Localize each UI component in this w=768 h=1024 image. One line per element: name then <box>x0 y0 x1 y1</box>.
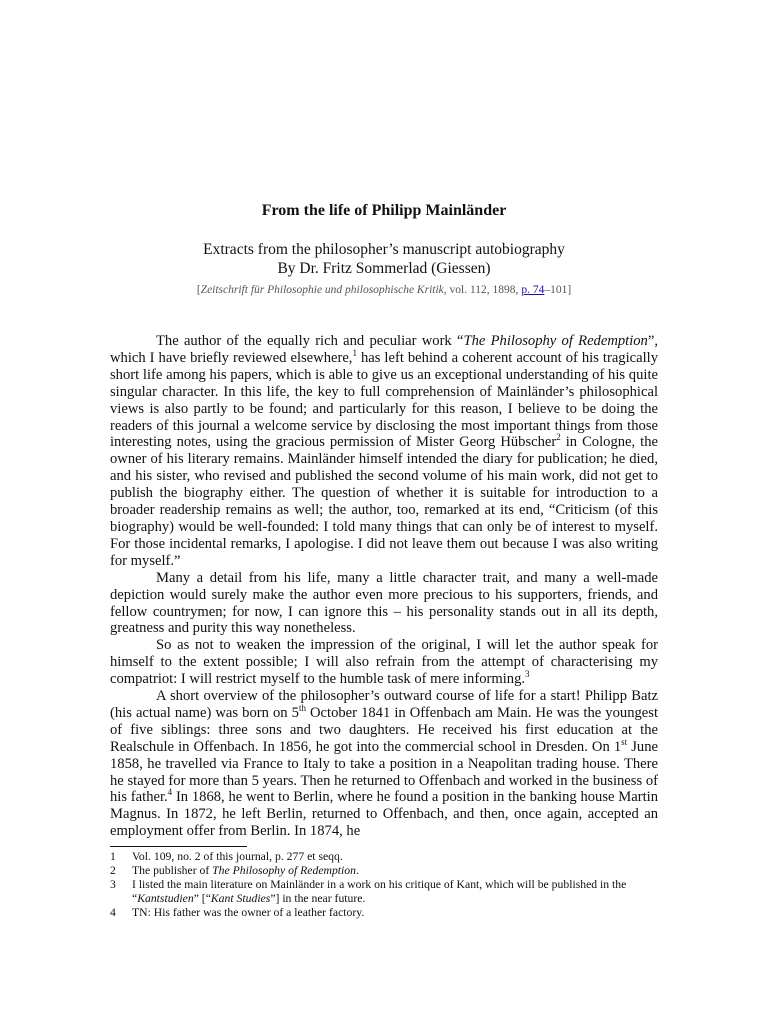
footnote-number: 2 <box>110 864 116 877</box>
footnote-number: 3 <box>110 878 116 891</box>
text-run: The publisher of <box>132 864 213 877</box>
text-run: The author of the equally rich and peculiar work “ <box>156 333 464 349</box>
text-run: has left behind a coherent account of his tragically short life among his papers, which is able to give us an exceptional understanding of his quite singular character. In this life, the key to full comprehension of Mainländer’s philosophical views is also partly to be found; and particularly for this reason, I believe to be doing the readers of this journal a welcome service by disclosing the most important things from those interesting notes, using the gracious permission of Mister Georg Hübscher <box>110 349 659 451</box>
footnote <box>110 878 658 906</box>
text-run: A short overview of the philosopher’s outward course of life for a start! Philipp Batz (his actual name) was born on 5 <box>110 688 658 721</box>
footnote <box>110 906 658 920</box>
work-title: Kant Studies <box>210 892 271 905</box>
footnote-ref[interactable]: 1 <box>352 348 357 359</box>
footnote-text <box>132 878 658 906</box>
text-run: in Cologne, the owner of his literary remains. Mainländer himself intended the diary for publication; he died, and his sister, who revised and published the second volume of his main work, did not get to publish the biography either. The question of whether it is suitable for introduction to a broader readership remains as well; the author, too, remarked at its end, “Criticism (of this biography) would be well-founded: I told many things that can only be of interest to myself. For those incidental remarks, I apologise. I did not leave them out because I was also writing for myself.” <box>110 434 658 569</box>
subtitle-line: Extracts from the philosopher’s manuscript autobiography <box>203 241 565 258</box>
work-title: The Philosophy of Redemption <box>463 333 648 349</box>
footnote-ref[interactable]: 4 <box>167 787 173 798</box>
footnote-text: Vol. 109, no. 2 of this journal, p. 277 et seqq. <box>132 850 343 863</box>
footnote-ref[interactable]: 2 <box>556 432 561 443</box>
footnote-divider <box>110 846 247 847</box>
paragraph <box>110 688 658 840</box>
footnote-text: TN: His father was the owner of a leather factory. <box>132 906 365 919</box>
ordinal-suffix: st <box>621 736 628 747</box>
footnotes <box>110 850 658 920</box>
footnote-text <box>132 864 658 878</box>
ordinal-suffix: th <box>298 703 306 714</box>
citation-volume: , vol. 112, 1898, <box>443 284 522 296</box>
subtitle <box>110 240 658 278</box>
paragraph <box>110 333 658 570</box>
citation-open: [ <box>196 284 201 296</box>
text-run: . <box>355 864 359 877</box>
work-title: The Philosophy of Redemption <box>212 864 356 877</box>
text-run: ”, which I have briefly reviewed elsewhere, <box>110 333 658 366</box>
text-run: So as not to weaken the impression of the original, I will let the author speak for himself to the extent possible; I will also refrain from the attempt of characterising my compatriot: I will restrict myself to the humble task of mere informing. <box>110 637 658 688</box>
footnote-ref[interactable]: 3 <box>525 669 530 680</box>
work-title: Kantstudien <box>137 892 194 905</box>
citation-journal: Zeitschrift für Philosophie und philosophische Kritik <box>200 284 444 296</box>
text-run: In 1868, he went to Berlin, where he found a position in the banking house Martin Magnus. In 1872, he left Berlin, returned to Offenbach, and then, once again, accepted an employment offer from Berlin. In 1874, he <box>110 789 658 840</box>
text-run: I listed the main literature on Mainländer in a work on his critique of Kant, which will be published in the “ <box>132 878 627 905</box>
page-link[interactable]: p. 74 <box>521 284 545 296</box>
citation <box>110 284 658 296</box>
text-run: ”] in the near future. <box>270 892 366 905</box>
page-title: From the life of Philipp Mainländer <box>261 202 507 219</box>
footnote <box>110 864 658 878</box>
citation-close: –101] <box>544 284 572 296</box>
paragraph: Many a detail from his life, many a little character trait, and many a well-made depiction would surely make the author even more precious to his supporters, friends, and fellow countrymen; for now, I can ignore this – his personality stands out in all its depth, greatness and purity this way nonetheless. <box>110 569 658 637</box>
footnote-number: 1 <box>110 850 116 863</box>
text-run: ” [“ <box>193 892 211 905</box>
article-body <box>110 333 658 840</box>
footnote-number: 4 <box>110 906 116 919</box>
text-run: October 1841 in Offenbach am Main. He was the youngest of five siblings: three sons and two daughters. He received his first education at the Realschule in Offenbach. In 1856, he got into the commercial school in Dresden. On 1 <box>110 704 658 755</box>
author-line: By Dr. Fritz Sommerlad (Giessen) <box>277 260 491 277</box>
footnote <box>110 850 658 864</box>
paragraph <box>110 637 658 688</box>
text-run: June 1858, he travelled via France to Italy to take a position in a Neapolitan trading house. There he stayed for more than 5 years. Then he returned to Offenbach and worked in the business of his father. <box>110 738 659 806</box>
